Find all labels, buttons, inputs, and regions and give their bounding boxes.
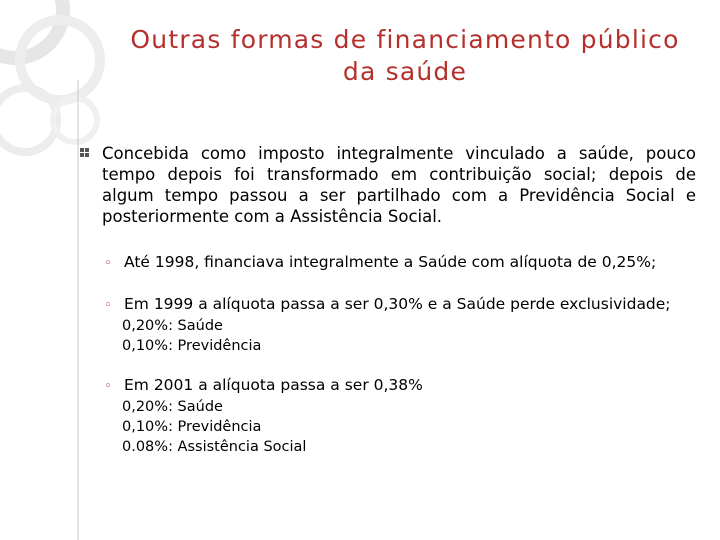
detail-line: 0,10%: Previdência (122, 419, 262, 435)
ring-bullet-icon: ◦ (104, 379, 112, 394)
sub-point-text: Até 1998, financiava integralmente a Saúde com alíquota de 0,25%; (124, 253, 657, 271)
detail-line: 0,10%: Previdência (122, 338, 262, 354)
detail-line: 0,20%: Saúde (122, 318, 223, 334)
square-bullet-icon (80, 148, 89, 157)
sub-point-text: Em 1999 a alíquota passa a ser 0,30% e a Saúde perde exclusividade; (124, 295, 671, 313)
slide-title (90, 24, 720, 88)
sub-point-2 (104, 294, 704, 316)
decor-circle-large (0, 0, 63, 58)
ring-bullet-icon: ◦ (104, 298, 112, 313)
detail-line: 0,20%: Saúde (122, 399, 223, 415)
decor-circle-small (0, 88, 57, 152)
main-point-text: Concebida como imposto integralmente vinculado a saúde, pouco tempo depois foi transformado em contribuição social; depois de algum tempo passou a ser partilhado com a Previdência Social e posteriormente com a Assistência Social. (102, 144, 696, 226)
sub-point-3 (104, 375, 704, 397)
main-bullet (80, 143, 696, 227)
ring-bullet-icon: ◦ (104, 256, 112, 271)
sub-point-1 (104, 252, 704, 274)
sub-point-text: Em 2001 a alíquota passa a ser 0,38% (124, 376, 423, 394)
sub-point-3-details (122, 397, 306, 457)
decor-circle-tiny (53, 98, 97, 142)
title-line-1: Outras formas de financiamento público (130, 25, 680, 54)
title-line-2: da saúde (342, 57, 468, 86)
sub-point-2-details (122, 316, 261, 356)
detail-line: 0.08%: Assistência Social (122, 439, 307, 455)
decor-circle-medium (20, 20, 100, 100)
